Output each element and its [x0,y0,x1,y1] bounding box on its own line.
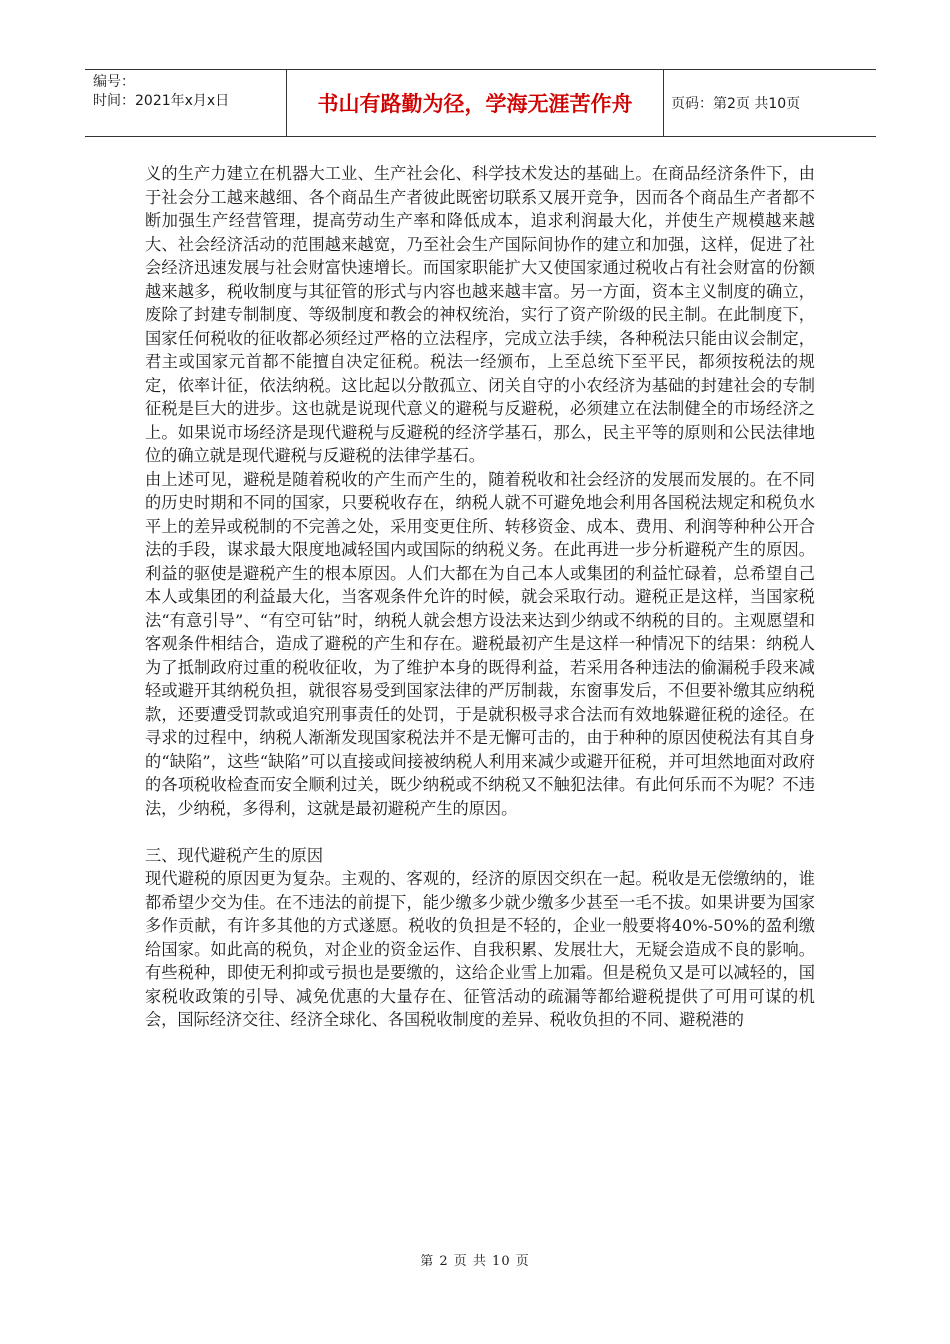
header-page-info: 页码：第2页 共10页 [671,96,801,112]
page-header [85,69,876,137]
header-motto: 书山有路勤为径，学海无涯苦作舟 [287,70,664,136]
serial-label: 编号： [93,74,135,90]
time-label: 时间：2021年x月x日 [93,93,230,109]
paragraph-2: 由上述可见，避税是随着税收的产生而产生的，随着税收和社会经济的发展而发展的。在不同的历史时期和不同的国家，只要税收存在，纳税人就不可避免地会利用各国税法规定和税负水平上的差异或税制的不完善之处，采用变更住所、转移资金、成本、费用、利润等种种公开合法的手段，谋求最大限度地减轻国内或国际的纳税义务。在此再进一步分析避税产生的原因。利益的驱使是避税产生的根本原因。人们大都在为自己本人或集团的利益忙碌着，总希望自己本人或集团的利益最大化，当客观条件允许的时候，就会采取行动。避税正是这样，当国家税法“有意引导”、“有空可钻”时，纳税人就会想方设法来达到少纳或不纳税的目的。主观愿望和客观条件相结合，造成了避税的产生和存在。避税最初产生是这样一种情况下的结果：纳税人为了抵制政府过重的税收征收，为了维护本身的既得利益，若采用各种违法的偷漏税手段来减轻或避开其纳税负担，就很容易受到国家法律的严厉制裁，东窗事发后，不但要补缴其应纳税款，还要遭受罚款或追究刑事责任的处罚，于是就积极寻求合法而有效地躲避征税的途径。在寻求的过程中，纳税人渐渐发现国家税法并不是无懈可击的，由于种种的原因使税法有其自身的“缺陷”，这些“缺陷”可以直接或间接被纳税人利用来减少或避开征税，并可坦然地面对政府的各项税收检查而安全顺利过关，既少纳税或不纳税又不触犯法律。有此何乐而不为呢？不违法，少纳税，多得利，这就是最初避税产生的原因。 [145,469,815,818]
header-meta [85,70,287,136]
paragraph-1: 义的生产力建立在机器大工业、生产社会化、科学技术发达的基础上。在商品经济条件下，由于社会分工越来越细、各个商品生产者彼此既密切联系又展开竞争，因而各个商品生产者都不断加强生产经营管理，提高劳动生产率和降低成本，追求利润最大化，并使生产规模越来越大、社会经济活动的范围越来越宽，乃至社会生产国际间协作的建立和加强，这样，促进了社会经济迅速发展与社会财富快速增长。而国家职能扩大又使国家通过税收占有社会财富的份额越来越多，税收制度与其征管的形式与内容也越来越丰富。另一方面，资本主义制度的确立，废除了封建专制制度、等级制度和教会的神权统治，实行了资产阶级的民主制。在此制度下，国家任何税收的征收都必须经过严格的立法程序，完成立法手续，各种税法只能由议会制定，君主或国家元首都不能擅自决定征税。税法一经颁布，上至总统下至平民，都须按税法的规定，依率计征，依法纳税。这比起以分散孤立、闭关自守的小农经济为基础的封建社会的专制征税是巨大的进步。这也就是说现代意义的避税与反避税，必须建立在法制健全的市场经济之上。如果说市场经济是现代避税与反避税的经济学基石，那么，民主平等的原则和公民法律地位的确立就是现代避税与反避税的法律学基石。 [145,164,815,465]
paragraph-spacer [145,820,815,844]
page-footer: 第 2 页 共 10 页 [420,1254,530,1269]
document-body [145,162,815,1032]
section-heading: 三、现代避税产生的原因 [145,845,324,865]
paragraph-3: 现代避税的原因更为复杂。主观的、客观的，经济的原因交织在一起。税收是无偿缴纳的，谁都希望少交为佳。在不违法的前提下，能少缴多少就少缴多少甚至一毛不拔。如果讲要为国家多作贡献，有许多其他的方式遂愿。税收的负担是不轻的，企业一般要将40%-50%的盈利缴给国家。如此高的税负，对企业的资金运作、自我积累、发展壮大，无疑会造成不良的影响。有些税种，即使无利抑或亏损也是要缴的，这给企业雪上加霜。但是税负又是可以减轻的，国家税收政策的引导、减免优惠的大量存在、征管活动的疏漏等都给避税提供了可用可谋的机会，国际经济交往、经济全球化、各国税收制度的差异、税收负担的不同、避税港的 [145,869,815,1029]
